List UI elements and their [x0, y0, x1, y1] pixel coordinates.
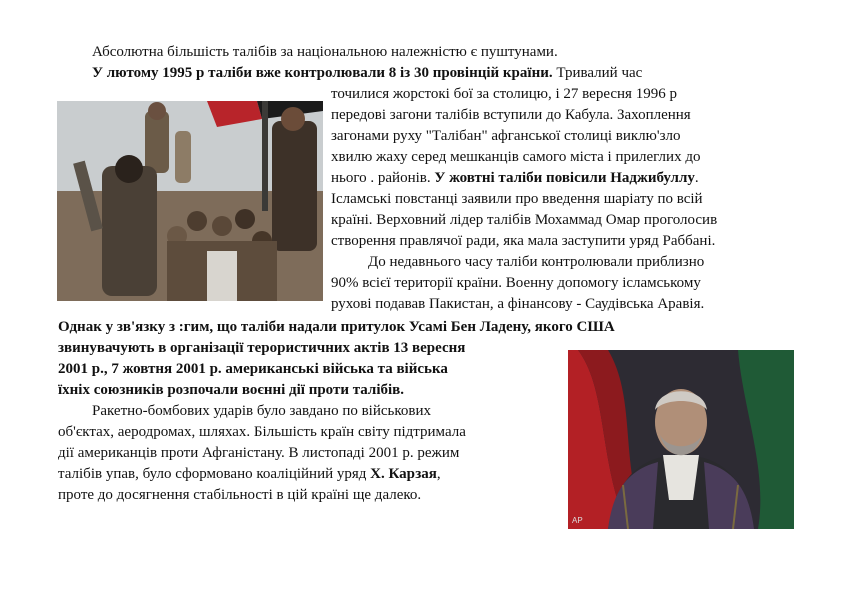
- text-line: [331, 169, 699, 188]
- crowd-photo-illustration: [57, 101, 323, 301]
- bold-text: У жовтні таліби повісили Наджибуллу: [430, 170, 695, 186]
- text-line: країні. Верховний лідер талібів Мохаммад Омар проголосив: [331, 212, 718, 228]
- text-line: Ракетно-бомбових ударів було завдано по військових: [92, 403, 432, 419]
- text-line: До недавнього часу таліби контролювали приблизно: [368, 254, 705, 270]
- text-line: дії американців проти Афганістану. В листопаді 2001 р. режим: [58, 445, 460, 461]
- text-line: звинувачують в організації терористичних актів 13 вересня: [58, 340, 466, 356]
- text-line: 2001 р., 7 жовтня 2001 р. американські війська та війська: [58, 361, 448, 377]
- text-line: [92, 64, 642, 83]
- text-line: об'єктах, аеродромах, шляхах. Більшість країн світу підтримала: [58, 424, 466, 440]
- text-line: Абсолютна більшість талібів за національною належністю є пуштунами.: [92, 44, 558, 60]
- bold-text: Х. Карзая: [366, 466, 437, 482]
- crowd-photo: [57, 101, 323, 301]
- text-span: ,: [436, 466, 441, 482]
- text-span: .: [694, 170, 699, 186]
- text-span: талібів упав, було сформовано коаліційний уряд: [58, 466, 367, 482]
- text-line: точилися жорстокі бої за столицю, і 27 вересня 1996 р: [331, 86, 677, 102]
- text-line: хвилю жаху серед мешканців самого міста і прилеглих до: [331, 149, 701, 165]
- text-line: рухові подавав Пакистан, а фінансову - Саудівська Аравія.: [331, 296, 705, 312]
- text-line: 90% всієї території країни. Военну допомогу ісламському: [331, 275, 701, 291]
- text-line: Ісламські повстанці заявили про введення шаріату по всій: [331, 191, 703, 207]
- text-line: Однак у зв'язку з :гим, що таліби надали притулок Усамі Бен Ладену, якого США: [58, 319, 615, 335]
- text-line: проте до досягнення стабільності в цій країні ще далеко.: [58, 487, 422, 503]
- portrait-photo: [568, 350, 794, 529]
- text-line: загонами руху "Талібан" афганської столиці виклю'зло: [331, 128, 681, 144]
- photo-credit: AP: [572, 516, 583, 525]
- text-line: [58, 465, 441, 484]
- text-line: передові загони талібів вступили до Кабула. Захоплення: [331, 107, 691, 123]
- text-line: створення правлячої ради, яка мала заступити уряд Раббані.: [331, 233, 716, 249]
- bold-text: У лютому 1995 р таліби вже контролювали 8 із 30 провінцій країни.: [92, 65, 553, 81]
- text-span: Тривалий час: [552, 65, 643, 81]
- portrait-photo-illustration: [568, 350, 794, 529]
- text-line: їхніх союзників розпочали воєнні дії проти талібів.: [58, 382, 405, 398]
- text-span: нього . районів.: [331, 170, 431, 186]
